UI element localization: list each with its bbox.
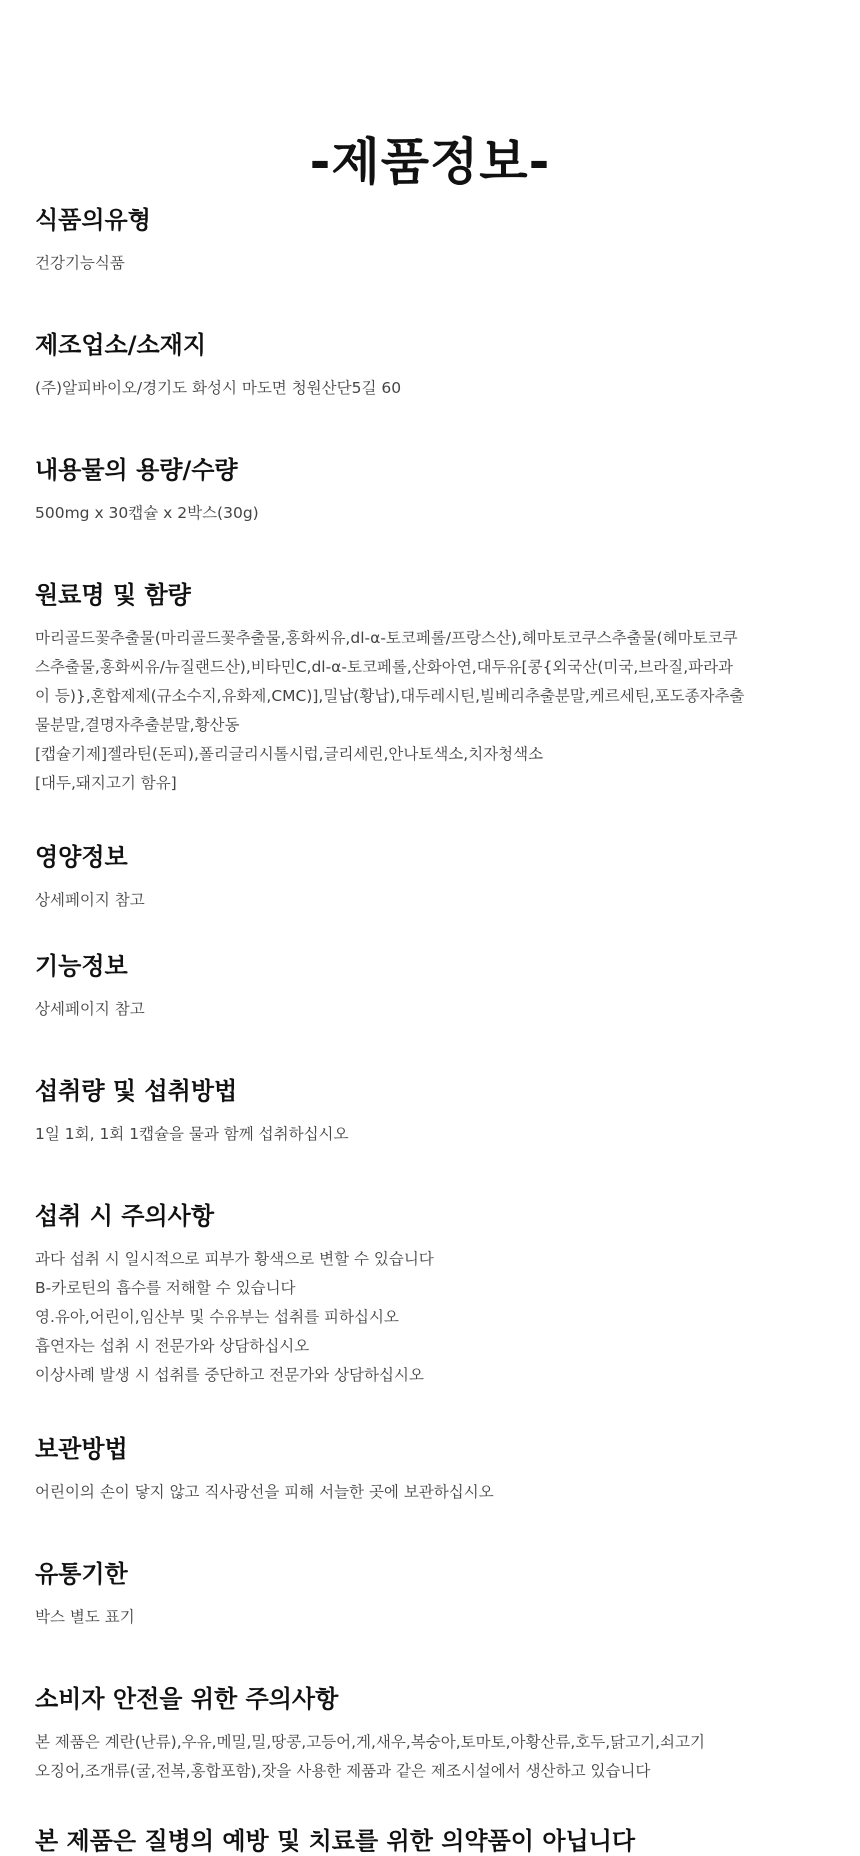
- section-heading: 원료명 및 함량: [35, 581, 191, 609]
- section-heading: 내용물의 용량/수량: [35, 456, 238, 484]
- section-heading: 유통기한: [35, 1560, 128, 1588]
- section-body: [35, 995, 835, 1024]
- product-info-list: [35, 205, 835, 1856]
- info-section: [35, 205, 835, 278]
- section-text-line: 1일 1회, 1회 1캡슐을 물과 함께 섭취하십시오: [35, 1125, 349, 1143]
- section-text-line: 상세페이지 참고: [35, 891, 145, 909]
- section-text-line: [캡슐기제]젤라틴(돈피),폴리글리시톨시럽,글리세린,안나토색소,치자청색소: [35, 745, 544, 763]
- info-section: [35, 1559, 835, 1632]
- info-section: [35, 1434, 835, 1507]
- info-section: [35, 1201, 835, 1390]
- section-heading: 기능정보: [35, 952, 128, 980]
- info-section: [35, 1076, 835, 1149]
- section-text-line: 흡연자는 섭취 시 전문가와 상담하십시오: [35, 1337, 310, 1355]
- section-text-line: 이상사례 발생 시 섭취를 중단하고 전문가와 상담하십시오: [35, 1366, 424, 1384]
- section-text-line: B-카로틴의 흡수를 저해할 수 있습니다: [35, 1279, 296, 1297]
- section-body: [35, 624, 835, 798]
- section-text-line: 스추출물,홍화씨유/뉴질랜드산),비타민C,dl-α-토코페롤,산화아연,대두유[콩{외국산(미국,브라질,파라과: [35, 658, 734, 676]
- section-text-line: 어린이의 손이 닿지 않고 직사광선을 피해 서늘한 곳에 보관하십시오: [35, 1483, 494, 1501]
- section-text-line: (주)알피바이오/경기도 화성시 마도면 청원산단5길 60: [35, 379, 402, 397]
- section-text-line: 마리골드꽃추출물(마리골드꽃추출물,홍화씨유,dl-α-토코페롤/프랑스산),헤마토코쿠스추출물(헤마토코쿠: [35, 629, 738, 647]
- section-heading: 섭취량 및 섭취방법: [35, 1077, 238, 1105]
- section-text-line: 500mg x 30캡슐 x 2박스(30g): [35, 504, 259, 522]
- info-section: [35, 1684, 835, 1786]
- section-body: [35, 1245, 835, 1390]
- section-heading: 소비자 안전을 위한 주의사항: [35, 1685, 339, 1713]
- section-text-line: 이 등)},혼합제제(규소수지,유화제,CMC)],밀납(황납),대두레시틴,빌베리추출분말,케르세틴,포도종자추출: [35, 687, 745, 705]
- page-title: -제품정보-: [309, 132, 551, 191]
- section-text-line: 본 제품은 계란(난류),우유,메밀,밀,땅콩,고등어,게,새우,복숭아,토마토,아황산류,호두,닭고기,쇠고기: [35, 1733, 705, 1751]
- section-body: [35, 249, 835, 278]
- section-body: [35, 499, 835, 528]
- section-body: [35, 1603, 835, 1632]
- section-text-line: 과다 섭취 시 일시적으로 피부가 황색으로 변할 수 있습니다: [35, 1250, 434, 1268]
- section-body: [35, 1478, 835, 1507]
- section-heading: 영양정보: [35, 843, 128, 871]
- disclaimer-notice: 본 제품은 질병의 예방 및 치료를 위한 의약품이 아닙니다: [35, 1827, 636, 1855]
- section-body: [35, 1120, 835, 1149]
- section-body: [35, 1728, 835, 1786]
- section-text-line: 물분말,결명자추출분말,황산동: [35, 716, 240, 734]
- section-body: [35, 886, 835, 915]
- section-heading: 섭취 시 주의사항: [35, 1202, 214, 1230]
- section-heading: 제조업소/소재지: [35, 331, 207, 359]
- section-body: [35, 374, 835, 403]
- info-section: [35, 455, 835, 528]
- section-text-line: [대두,돼지고기 함유]: [35, 774, 177, 792]
- info-section: [35, 842, 835, 915]
- info-section: [35, 580, 835, 798]
- section-text-line: 오징어,조개류(굴,전복,홍합포함),잣을 사용한 제품과 같은 제조시설에서 생산하고 있습니다: [35, 1762, 651, 1780]
- section-text-line: 박스 별도 표기: [35, 1608, 135, 1626]
- info-section: [35, 330, 835, 403]
- section-text-line: 영.유아,어린이,임산부 및 수유부는 섭취를 피하십시오: [35, 1308, 399, 1326]
- info-section: [35, 951, 835, 1024]
- section-heading: 식품의유형: [35, 206, 151, 234]
- section-text-line: 상세페이지 참고: [35, 1000, 145, 1018]
- section-heading: 보관방법: [35, 1435, 128, 1463]
- section-text-line: 건강기능식품: [35, 254, 125, 272]
